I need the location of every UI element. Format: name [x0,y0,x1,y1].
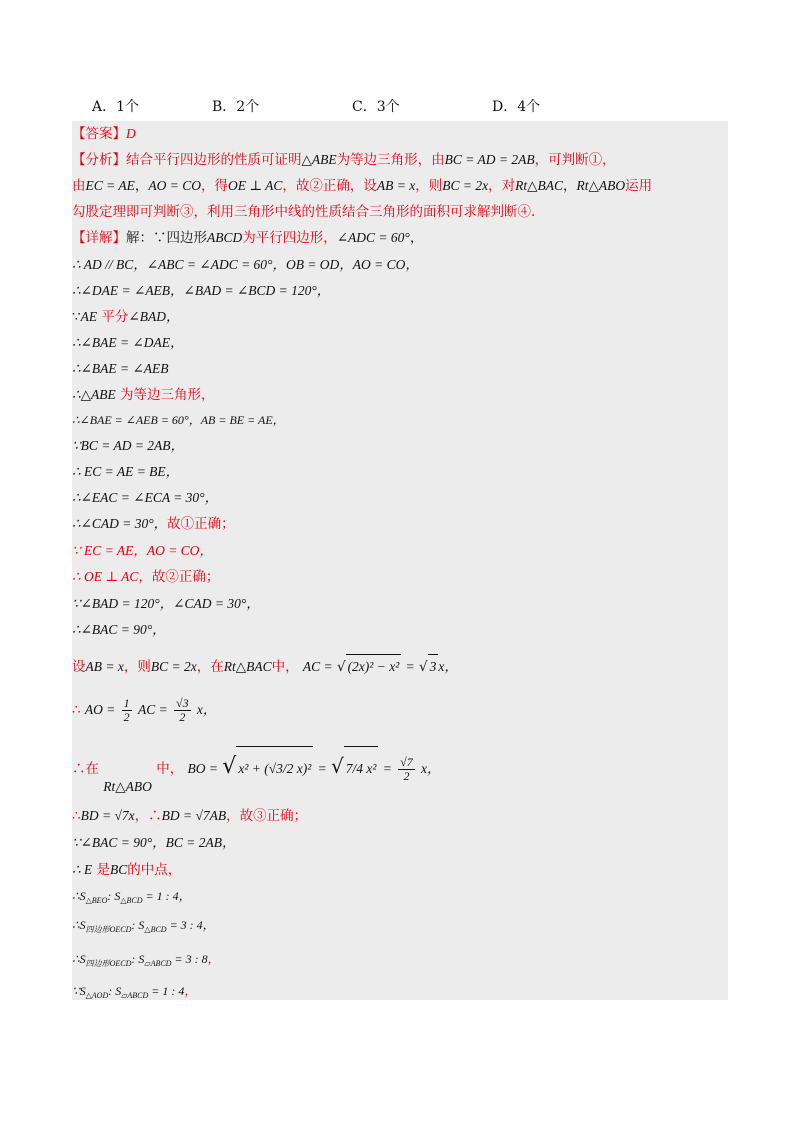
subscript: ▱ABCD [121,991,149,1000]
detail-line-11: ∴∠EAC = ∠ECA = 30°， [72,490,219,505]
subscript: ▱ABCD [144,959,172,968]
text: 设 [72,659,86,675]
text: 平分 [101,309,129,325]
detail-line-25 [72,950,732,973]
sqrt-radicand: 7/4 x² [344,746,379,791]
text: ，则 [415,178,443,194]
math: = 3 : 8 [174,952,208,966]
math: x， [196,702,217,717]
text: 解：∵四边形 [126,230,207,246]
subscript: △BEO [85,896,108,905]
text: 故①正确； [167,516,235,532]
math: BC = 2x [442,178,489,193]
math: x， [438,659,458,674]
math: AO = CO [148,178,201,193]
numerator: √7 [400,755,413,769]
sqrt-sign: √ [336,659,346,675]
text: ， [134,178,149,194]
therefore-symbol: ∴ [72,952,80,966]
math: S [79,952,86,966]
option-c[interactable]: C．3个 [352,99,400,115]
math: BO = [187,761,218,776]
text: ∴在 [72,761,99,777]
analysis-line-3: 勾股定理即可判断③，利用三角形中线的性质结合三角形的面积可求解判断④. [72,204,536,220]
math: BC [110,862,128,877]
text: ，得 [200,178,228,194]
sqrt-radicand: (2x)² − x² [346,654,402,679]
math: Rt△ABO [103,779,152,794]
subscript: 四边形OECD [85,959,132,968]
math: = 3 : 4 [169,918,203,932]
math: BD = √7AB [161,808,227,823]
subscript: △BCD [120,896,143,905]
text: 中， [156,761,184,777]
answer-label: 【答案】 [72,126,126,142]
math: BC = 2x [150,659,197,674]
text: ，可判断①， [534,152,616,168]
math: S [79,984,86,998]
math: ∴∠CAD = 30°， [72,516,168,531]
text: ∴ [72,702,81,718]
math: = 1 : 4 [151,984,185,998]
denominator: 2 [179,710,186,724]
text: 的中点， [127,862,182,878]
because-symbol: ∵ [72,984,80,998]
therefore-symbol: ∴ [72,889,80,903]
subscript: △BCD [144,925,167,934]
subscript: △AOD [85,991,109,1000]
answer-options [92,96,712,118]
math: ABCD [207,230,243,245]
answer-value: D [126,126,136,141]
text: ，∴ [134,808,162,824]
math: EC = AE [85,178,135,193]
text: ， [563,178,577,194]
detail-line-26 [72,982,732,1005]
math: = 1 : 4 [145,889,179,903]
text: 为平行四边形， [242,230,337,246]
detail-line-5: ∴∠BAE = ∠DAE， [72,335,184,350]
fraction [398,756,415,783]
math: = [382,761,392,776]
text: 为等边三角形， [120,387,215,403]
math: : S [108,984,122,998]
math: △ABE [301,152,337,167]
text: ，故③正确； [226,808,308,824]
detail-line-12 [72,515,732,533]
text: ∴ [72,808,81,824]
text: ， [184,984,197,998]
subscript: 四边形OECD [85,925,132,934]
sqrt-sign: √ [331,754,344,778]
text: ，则 [123,659,151,675]
math: Rt△BAC [223,659,272,674]
detail-line-7 [72,386,732,404]
sqrt-radicand: x² + (√3/2 x)² [236,746,313,791]
text: 由 [72,178,86,194]
math: : S [107,889,121,903]
detail-line-19 [72,744,732,794]
text: 为等边三角形，由 [336,152,445,168]
detail-line-6: ∴∠BAE = ∠AEB [72,361,169,376]
math: AC = [137,702,168,717]
detail-line-13: ∵ EC = AE，AO = CO， [72,543,213,558]
math: ∴ E [72,862,93,877]
detail-line-17 [72,654,732,679]
detail-line-16: ∴∠BAC = 90°， [72,622,166,637]
detail-line-23 [72,887,732,910]
detail-line-2: ∴ AD // BC，∠ABC = ∠ADC = 60°，OB = OD，AO = CO， [72,257,419,272]
math: S [79,918,86,932]
math: AO = [84,702,116,717]
denominator: 2 [403,769,410,783]
answer-line [72,125,732,143]
fraction [122,697,132,724]
sqrt-sign: √ [418,659,428,675]
therefore-symbol: ∴ [72,918,80,932]
option-d[interactable]: D．4个 [492,99,541,115]
text: ∵ [72,309,81,325]
math: ∠ADC = 60° [336,230,410,245]
detail-label: 【详解】 [72,230,126,246]
math: OE ⊥ AC [227,178,283,193]
detail-line-9: ∵BC = AD = 2AB， [72,438,185,453]
detail-line-15: ∵∠BAD = 120°，∠CAD = 30°， [72,596,260,611]
math: : S [131,952,145,966]
text: 中， [271,659,299,675]
detail-line-4 [72,308,732,326]
text: 故②正确； [151,569,220,585]
fraction [174,697,191,724]
math: BD = √7x [80,808,135,823]
text: ， [178,889,191,903]
math: AB = x [376,178,416,193]
text: ， [207,952,220,966]
math: = [317,761,327,776]
math: ∠BAD， [128,309,180,324]
detail-line-1 [72,229,732,247]
text: ， [409,230,424,246]
math: ∴△ABE [72,387,116,402]
sqrt-radicand: 3 [428,654,439,679]
text: ，故②正确，设 [282,178,377,194]
analysis-line-1 [72,151,732,169]
math: AC = [302,659,333,674]
detail-line-20 [72,807,732,825]
option-a[interactable]: A．1个 [92,99,140,115]
detail-line-22 [72,861,732,879]
detail-line-8: ∴∠BAE = ∠AEB = 60°，AB = BE = AE， [72,413,285,427]
detail-line-24 [72,916,732,939]
analysis-label: 【分析】 [72,152,126,168]
math: AB = x [85,659,124,674]
math: Rt△BAC [515,178,564,193]
math: : S [131,918,145,932]
math: BC = AD = 2AB [444,152,535,167]
numerator: 1 [123,696,130,710]
text: ，对 [488,178,516,194]
text: ， [202,918,215,932]
detail-line-10: ∴ EC = AE = BE， [72,464,180,479]
detail-line-21: ∵∠BAC = 90°，BC = 2AB， [72,835,236,850]
text: 结合平行四边形的性质可证明 [126,152,302,168]
option-b[interactable]: B．2个 [212,99,260,115]
math: AE [80,309,98,324]
denominator: 2 [123,710,130,724]
math: ∴ OE ⊥ AC， [72,569,152,584]
detail-line-3: ∴∠DAE = ∠AEB，∠BAD = ∠BCD = 120°， [72,283,331,298]
text: 是 [96,862,111,878]
math: = [405,659,415,674]
sqrt-sign: √ [222,754,237,779]
analysis-line-2 [72,177,732,195]
numerator: √3 [176,696,189,710]
text: ，在 [196,659,224,675]
math: x， [421,761,441,776]
text: 运用 [625,178,653,194]
detail-line-18 [72,693,732,727]
math: Rt△ABO [576,178,626,193]
math: S [79,889,86,903]
detail-line-14 [72,568,732,586]
